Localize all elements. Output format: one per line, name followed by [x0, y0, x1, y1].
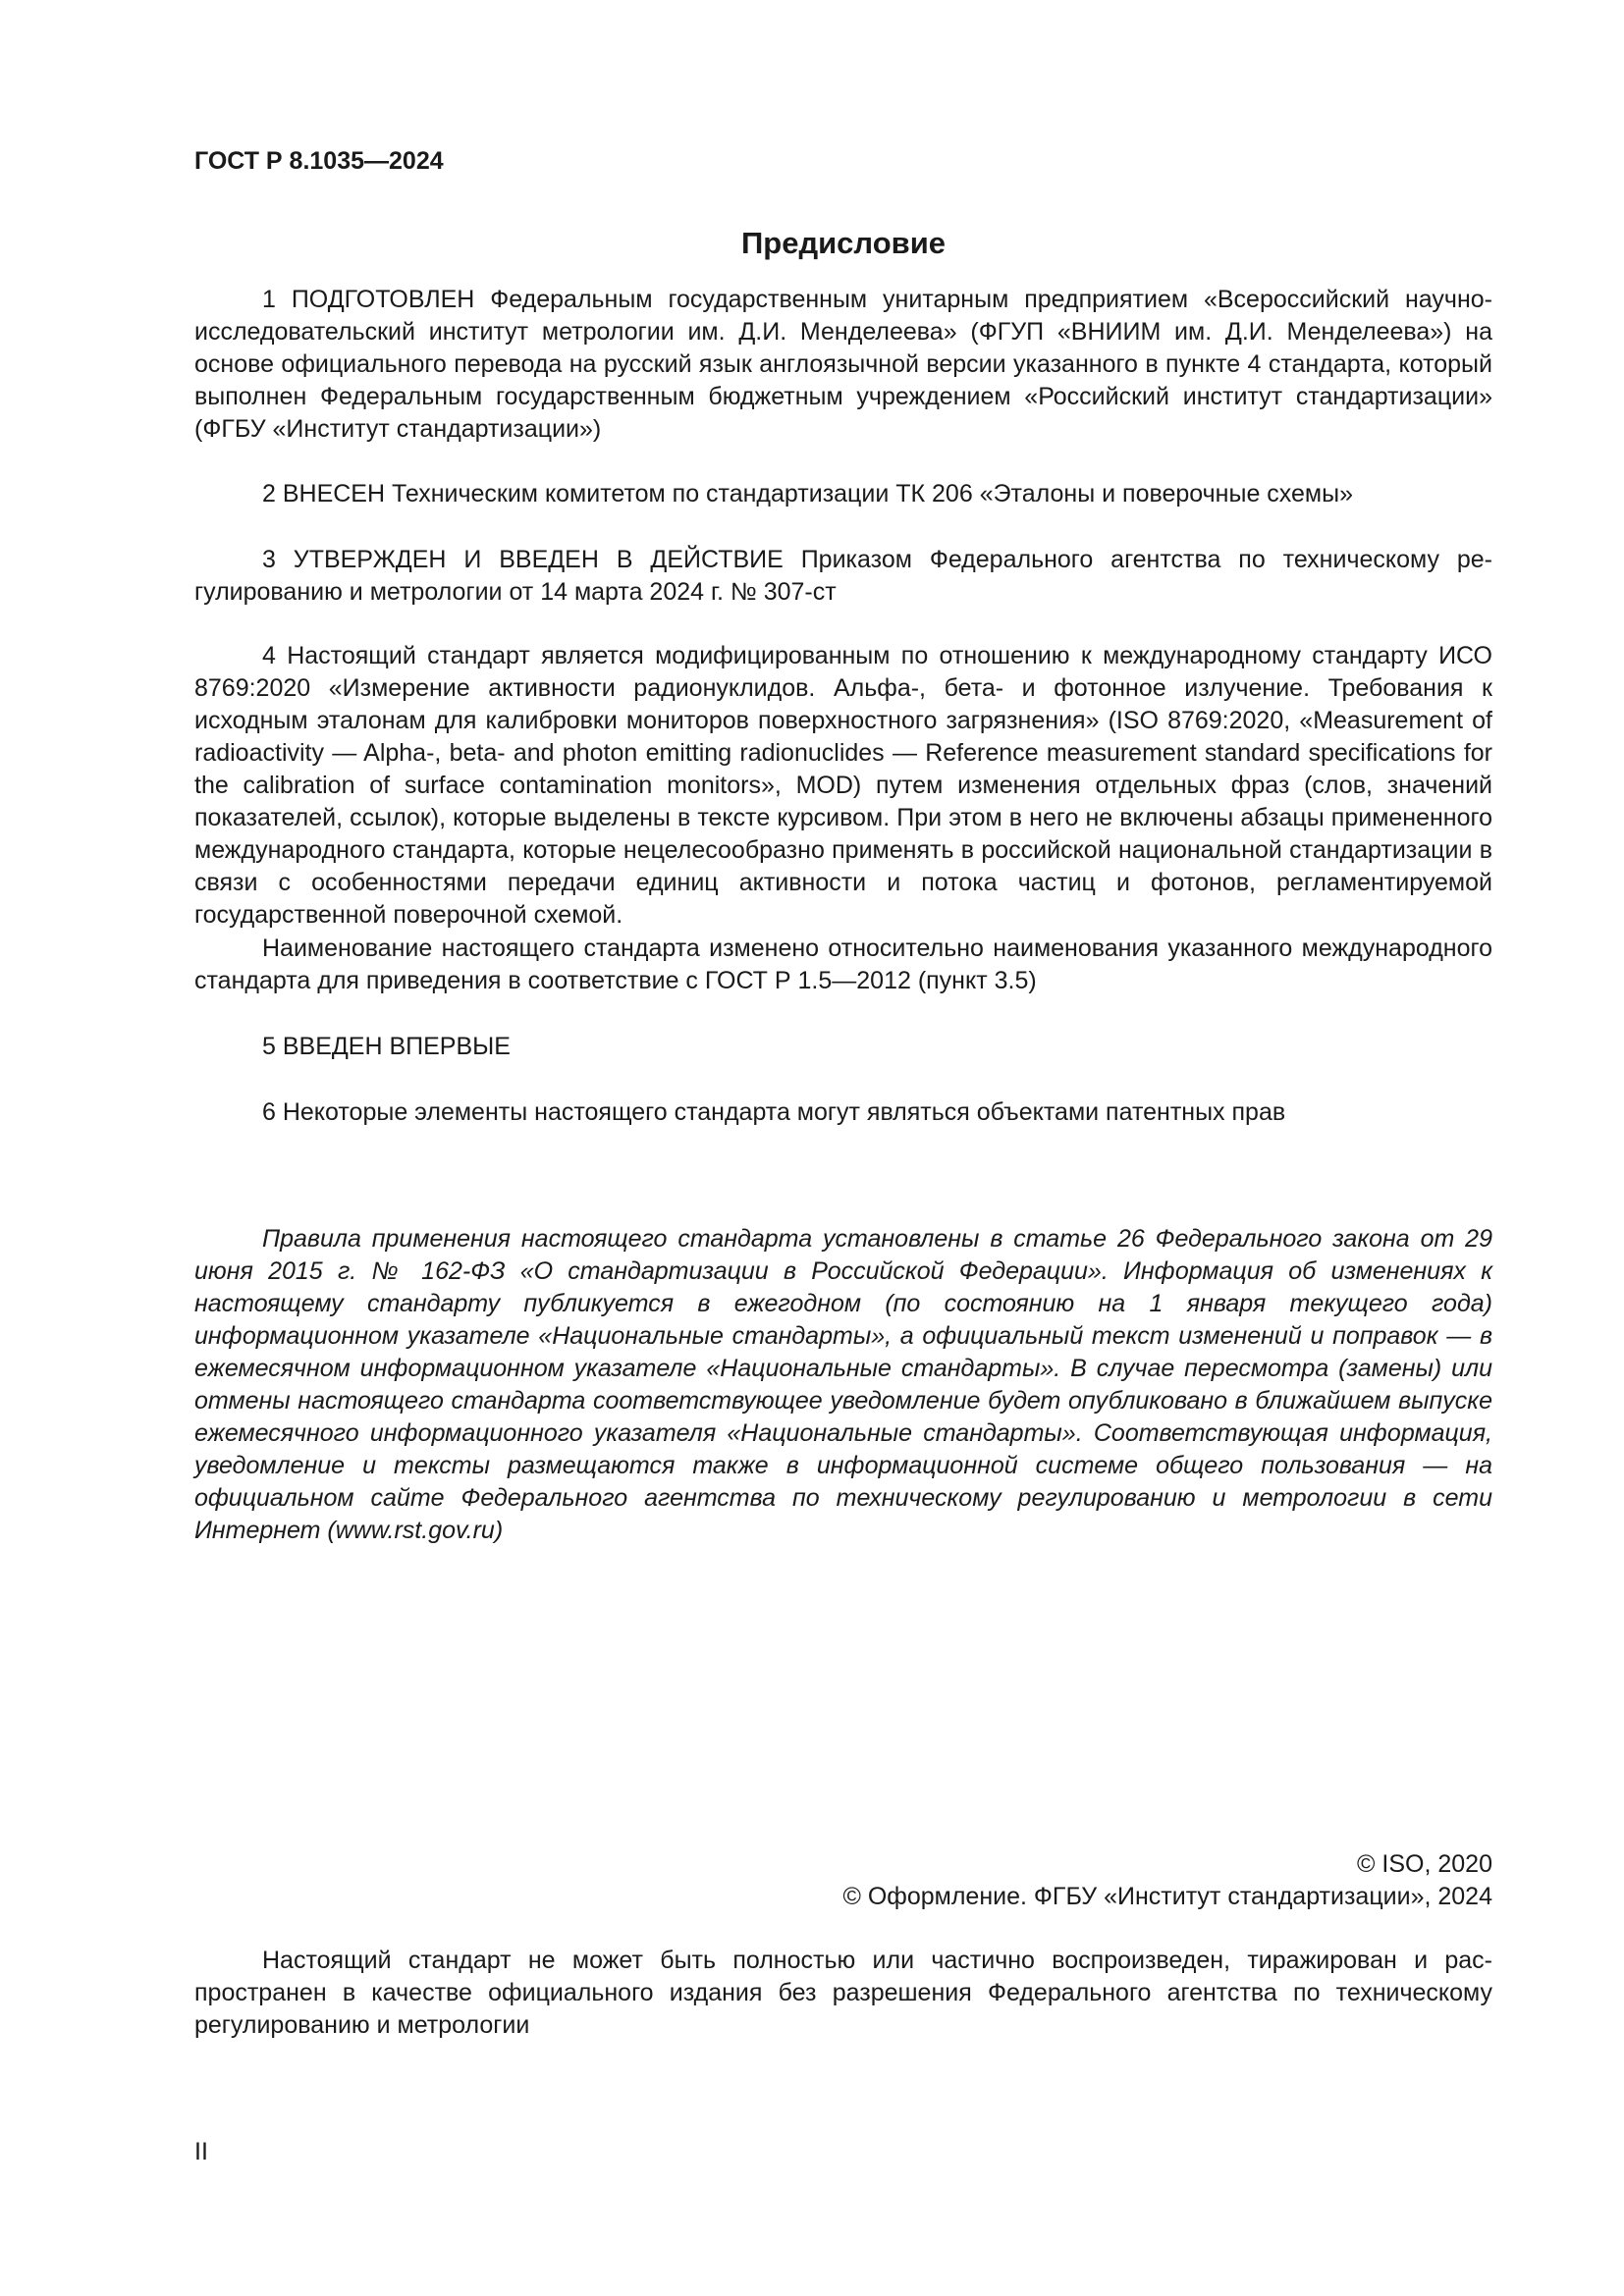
page-number: II	[194, 2138, 208, 2165]
item-3-approved: 3 УТВЕРЖДЕН И ВВЕДЕН В ДЕЙСТВИЕ Приказом Федерального агентства по техническому регулированию и метрологии от 14 марта 2024 г. № 307-ст	[194, 546, 1492, 606]
item-4-modification-note: 4 Настоящий стандарт является модифицированным по отношению к международному стандарту ИСО 8769:2020 «Измерение активности радионуклидов. Альфа-, бета- и фотонное излучение. Требования к исходным эталонам для калибровки мониторов поверхностного загрязнения» (ISO 8769:2020, «Measurement of radioactivity — Alpha-, beta- and photon emitting radionuclides — Reference measurement standard specifications for the calibration of surface contamination monitors», MOD) путем изменения отдельных фраз (слов, значений показателей, ссылок), которые выделены в тексте курсивом. При этом в него не включены абзацы примененного международного стандарта, которые нецелесообразно применять в российской национальной стандартизации в связи с особенностями передачи единиц активности и потока частиц и фотонов, регламентируемой государственной поверочной схемой.	[194, 642, 1492, 929]
reproduction-notice: Настоящий стандарт не может быть полностью или частично воспроизведен, тиражирован и распространен в качестве официального издания без разрешения Федерального агентства по техническому регулированию и метрологии	[194, 1947, 1492, 2039]
item-4-title-change-note: Наименование настоящего стандарта изменено относительно наименования указанного международного стандарта для приведения в соответствие с ГОСТ Р 1.5—2012 (пункт 3.5)	[194, 934, 1492, 994]
item-6-patent-rights: 6 Некоторые элементы настоящего стандарта могут являться объектами патентных прав	[262, 1098, 1286, 1126]
document-page	[194, 0, 1492, 2296]
page-title: Предисловие	[740, 226, 946, 260]
item-1-prepared-by: 1 ПОДГОТОВЛЕН Федеральным государственным унитарным предприятием «Всероссийский научно-исследовательский институт метрологии им. Д.И. Менделеева» (ФГУП «ВНИИМ им. Д.И. Менделеева») на основе официального перевода на русский язык англоязычной версии указанного в пункте 4 стандарта, который выполнен Федеральным государственным бюджетным учреждением «Российский институт стандартизации» (ФГБУ «Институт стандартизации»)	[194, 286, 1492, 443]
document-code: ГОСТ Р 8.1035—2024	[194, 147, 444, 175]
copyright-design: © Оформление. ФГБУ «Институт стандартизации», 2024	[842, 1883, 1492, 1910]
item-2-introduced-by: 2 ВНЕСЕН Техническим комитетом по стандартизации ТК 206 «Эталоны и поверочные схемы»	[262, 480, 1353, 507]
rules-of-application-notice: Правила применения настоящего стандарта установлены в статье 26 Федерального закона от 29 июня 2015 г. № 162-ФЗ «О стандартизации в Российской Федерации». Информация об изменениях к настоящему стандарту публикуется в ежегодном (по состоянию на 1 января текущего года) информационном указателе «Национальные стандарты», а официальный текст изменений и поправок — в ежемесячном информационном указателе «Национальные стандарты». В случае пересмотра (замены) или отмены настоящего стандарта соответствующее уведомление будет опубликовано в ближайшем выпуске ежемесячного информационного указателя «Национальные стандарты». Соответствующая информация, уведомление и тексты размещаются также в информационной системе общего пользования — на официальном сайте Федерального агентства по техническому регулированию и метрологии в сети Интернет (www.rst.gov.ru)	[194, 1225, 1492, 1544]
item-5-first-introduced: 5 ВВЕДЕН ВПЕРВЫЕ	[262, 1033, 511, 1060]
copyright-iso: © ISO, 2020	[1357, 1850, 1492, 1878]
